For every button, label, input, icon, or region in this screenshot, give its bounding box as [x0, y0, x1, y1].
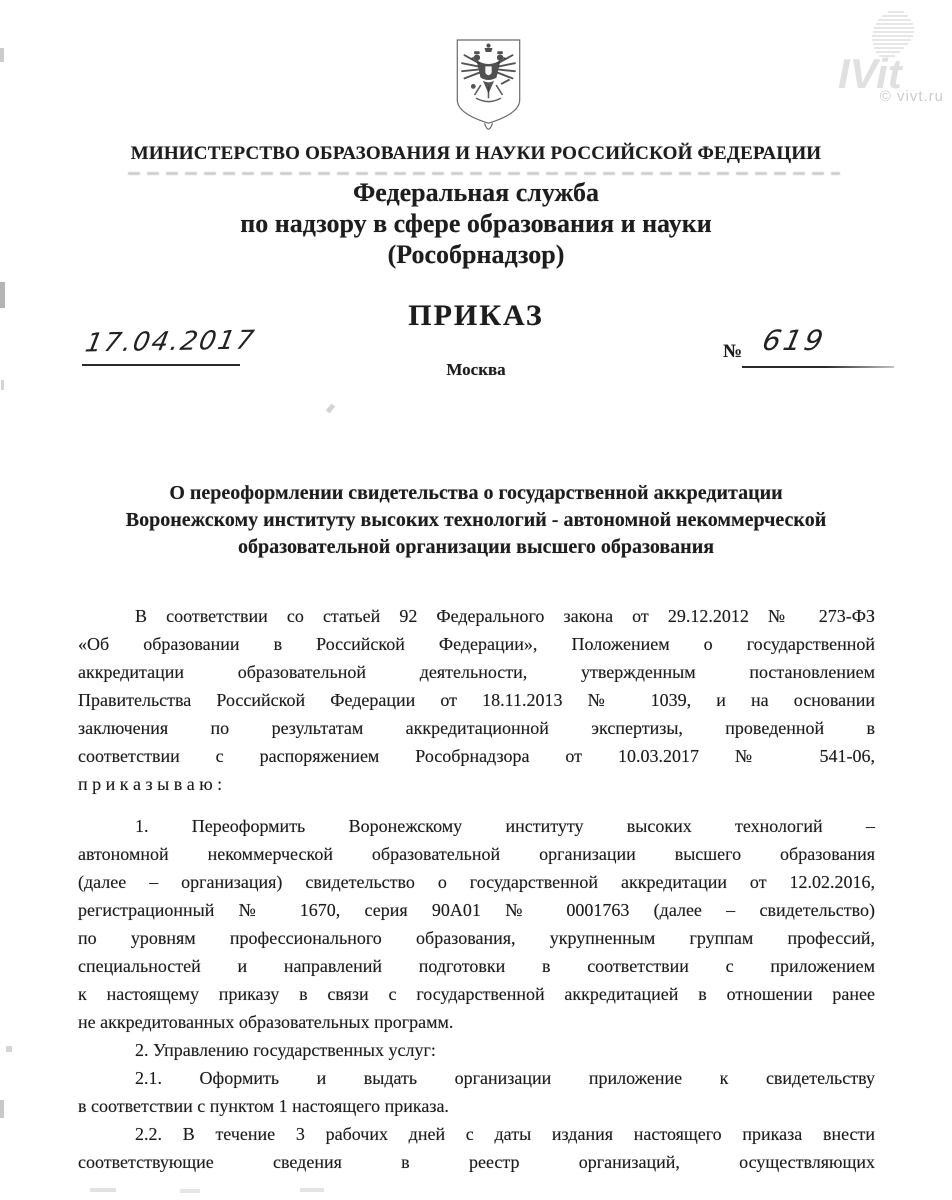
body-line: специальностей и направлений подготовки в соответствии с приложением	[78, 956, 875, 976]
service-name-line3: (Рособрнадзор)	[387, 240, 565, 269]
service-name	[0, 177, 952, 270]
scan-artifact	[0, 1100, 4, 1118]
body-line: п р и к а з ы в а ю :	[78, 774, 223, 794]
scan-artifact	[1, 380, 4, 390]
scan-artifact	[0, 282, 5, 308]
ministry-heading: МИНИСТЕРСТВО ОБРАЗОВАНИЯ И НАУКИ РОССИЙСКОЙ ФЕДЕРАЦИИ	[130, 143, 822, 164]
body-line: 2.1. Оформить и выдать организации приложение к свидетельству	[135, 1068, 875, 1088]
order-title	[0, 480, 952, 561]
city-label: Москва	[446, 360, 506, 379]
scan-artifact	[6, 1046, 12, 1052]
body-line: 1. Переоформить Воронежскому институту высоких технологий –	[135, 816, 875, 836]
body-line: В соответствии со статьей 92 Федерального закона от 29.12.2012 № 273-ФЗ	[135, 606, 875, 626]
body-paragraph	[78, 602, 875, 798]
order-title-line3: образовательной организации высшего образования	[237, 536, 715, 558]
body-line: регистрационный № 1670, серия 90А01 № 0001763 (далее – свидетельство)	[78, 900, 875, 920]
body-line: не аккредитованных образовательных программ.	[78, 1012, 454, 1032]
document-body	[78, 602, 875, 1176]
scan-artifact	[300, 1188, 324, 1192]
body-line: соответствии с распоряжением Рособрнадзора от 10.03.2017 № 541-06,	[78, 746, 875, 766]
doc-type-heading: ПРИКАЗ	[408, 299, 544, 332]
body-line: по уровням профессионального образования, укрупненным группам профессий,	[78, 928, 875, 948]
body-line: 2. Управлению государственных услуг:	[135, 1040, 436, 1060]
body-line: автономной некоммерческой образовательной организации высшего образования	[78, 844, 875, 864]
scan-artifact	[90, 1188, 116, 1192]
body-paragraph	[78, 1064, 875, 1120]
body-line: аккредитации образовательной деятельности, утвержденным постановлением	[78, 662, 875, 682]
scan-artifact	[180, 1189, 200, 1193]
svg-text:IVit: IVit	[838, 50, 902, 96]
vivt-watermark-logo-icon	[826, 4, 946, 96]
body-line: «Об образовании в Российской Федерации», Положением о государственной	[78, 634, 875, 654]
body-paragraph	[78, 1036, 875, 1064]
handwritten-date: 17.04.2017	[82, 325, 259, 359]
body-paragraph	[78, 812, 875, 1036]
number-label: №	[723, 341, 743, 362]
body-line: Правительства Российской Федерации от 18.11.2013 № 1039, и на основании	[78, 690, 875, 710]
scan-smudge-line	[128, 172, 840, 175]
body-line: заключения по результатам аккредитационной экспертизы, проведенной в	[78, 718, 875, 738]
order-title-line2: Воронежскому институту высоких технологий - автономной некоммерческой	[125, 509, 827, 531]
service-name-line1: Федеральная служба	[352, 178, 600, 207]
service-name-line2: по надзору в сфере образования и науки	[240, 209, 712, 238]
watermark-copyright: © vivt.ru	[879, 88, 944, 105]
body-line: 2.2. В течение 3 рабочих дней с даты издания настоящего приказа внести	[135, 1124, 875, 1144]
body-line: соответствующие сведения в реестр организаций, осуществляющих	[78, 1152, 875, 1172]
scan-artifact	[326, 403, 336, 413]
order-title-line1: О переоформлении свидетельства о государственной аккредитации	[169, 482, 783, 504]
body-line: в соответствии с пунктом 1 настоящего приказа.	[78, 1096, 449, 1116]
coat-of-arms-icon	[431, 36, 546, 144]
body-line: к настоящему приказу в связи с государственной аккредитацией в отношении ранее	[78, 984, 875, 1004]
handwritten-number: 619	[759, 324, 829, 357]
body-paragraph	[78, 1120, 875, 1176]
body-line: (далее – организация) свидетельство о государственной аккредитации от 12.02.2016,	[78, 872, 875, 892]
scan-artifact	[0, 48, 4, 62]
